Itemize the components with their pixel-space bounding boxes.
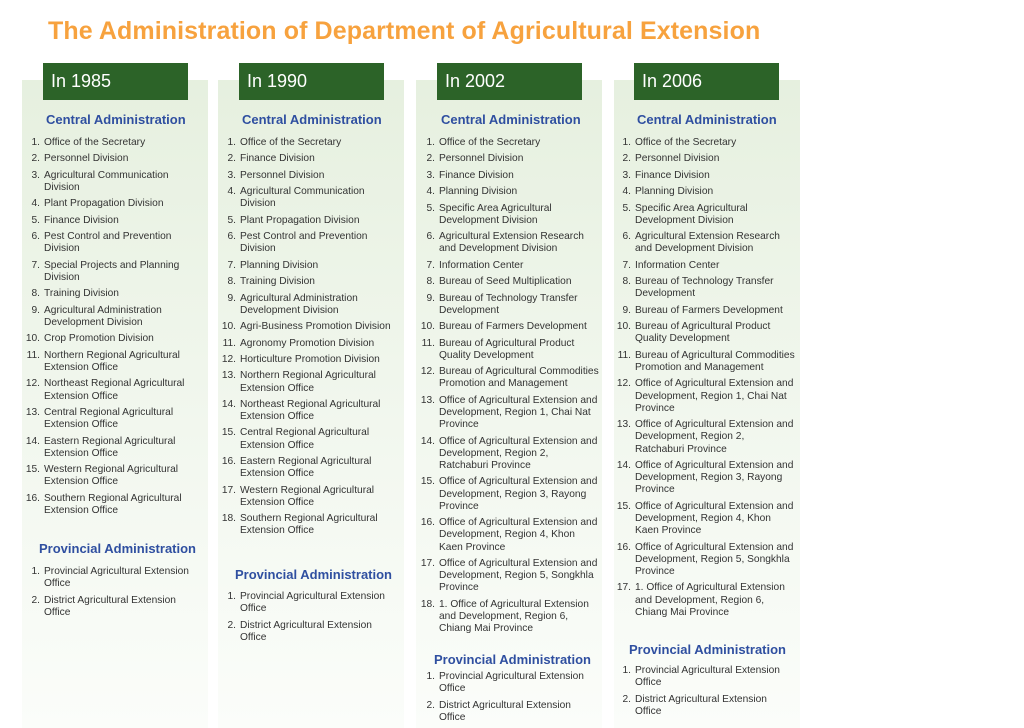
list-item-text: Pest Control and Prevention Division xyxy=(44,231,172,255)
list-item-number: 3. xyxy=(31,169,40,181)
list-item-text: Pest Control and Prevention Division xyxy=(240,231,368,255)
list-item xyxy=(220,485,398,509)
list-item-number: 9. xyxy=(31,304,40,316)
list-item xyxy=(220,354,398,366)
list-item xyxy=(615,460,795,497)
list-item-text: Bureau of Farmers Development xyxy=(439,321,587,333)
list-item-number: 14. xyxy=(616,459,631,471)
year-header-2002: In 2002 xyxy=(437,63,582,100)
list-item-number: 6. xyxy=(622,231,631,243)
list-item-text: Office of Agricultural Extension and Development, Region 1, Chai Nat Province xyxy=(635,378,794,414)
list-item xyxy=(220,513,398,537)
list-item-text: Office of Agricultural Extension and Development, Region 5, Songkhla Province xyxy=(439,557,598,594)
list-item-number: 2. xyxy=(622,693,631,705)
provincial-administration-heading-1985: Provincial Administration xyxy=(39,541,196,556)
list-item-text: Southern Regional Agricultural Extension Office xyxy=(240,513,378,537)
list-item-number: 16. xyxy=(25,492,40,504)
list-item xyxy=(419,293,599,317)
list-item-number: 13. xyxy=(25,406,40,418)
list-item-text: Office of the Secretary xyxy=(439,137,541,148)
list-item xyxy=(24,350,202,374)
list-item-number: 1. xyxy=(227,137,236,148)
list-item xyxy=(24,231,202,255)
list-item-number: 15. xyxy=(616,500,631,512)
list-item-text: Agricultural Administration Development Division xyxy=(44,304,162,328)
list-item-number: 5. xyxy=(622,202,631,214)
list-item-number: 12. xyxy=(221,353,236,365)
list-item xyxy=(220,321,398,333)
list-item-text: Southern Regional Agricultural Extension Office xyxy=(44,492,182,516)
list-item-text: Personnel Division xyxy=(44,153,129,165)
list-item-number: 4. xyxy=(426,186,435,198)
list-item-text: Agricultural Communication Division xyxy=(44,169,169,193)
list-item-number: 6. xyxy=(227,231,236,243)
list-item-text: Agri-Business Promotion Division xyxy=(240,321,391,333)
list-item-number: 2. xyxy=(426,153,435,165)
list-item-text: Northeast Regional Agricultural Extension Office xyxy=(240,398,381,423)
list-item xyxy=(220,591,398,615)
list-item-text: 1. Office of Agricultural Extension and Development, Region 6, Chiang Mai Province xyxy=(635,582,785,618)
list-item-text: Office of Agricultural Extension and Development, Region 2, Ratchaburi Province xyxy=(439,435,598,471)
list-item-text: Office of Agricultural Extension and Development, Region 4, Khon Kaen Province xyxy=(635,500,794,537)
list-item-number: 1. xyxy=(426,137,435,148)
list-item-number: 11. xyxy=(617,349,631,361)
list-item-number: 16. xyxy=(616,541,631,553)
year-header-2006: In 2006 xyxy=(634,63,779,100)
provincial-list-1985 xyxy=(24,566,202,623)
list-item-text: Bureau of Agricultural Commodities Promotion and Management xyxy=(635,349,795,373)
list-item-number: 15. xyxy=(25,464,40,476)
list-item xyxy=(419,436,599,473)
list-item xyxy=(24,137,202,149)
list-item xyxy=(24,333,202,345)
list-item-text: Bureau of Technology Transfer Development xyxy=(635,276,774,300)
list-item xyxy=(24,260,202,284)
list-item xyxy=(24,464,202,488)
list-item-text: Planning Division xyxy=(635,186,714,198)
central-administration-heading-1985: Central Administration xyxy=(46,112,186,127)
list-item-text: Personnel Division xyxy=(240,169,325,181)
list-item-text: Provincial Agricultural Extension Office xyxy=(439,671,584,695)
list-item-number: 4. xyxy=(622,186,631,198)
list-item-text: Special Projects and Planning Division xyxy=(44,259,180,283)
list-item xyxy=(615,419,795,456)
list-item xyxy=(220,153,398,165)
list-item-number: 7. xyxy=(622,259,631,271)
central-administration-heading-2002: Central Administration xyxy=(441,112,581,127)
list-item xyxy=(419,366,599,390)
list-item xyxy=(419,231,599,255)
list-item xyxy=(615,153,795,165)
central-list-2002 xyxy=(419,137,599,639)
list-item-number: 10. xyxy=(221,321,236,333)
list-item xyxy=(419,671,599,695)
list-item-text: Bureau of Seed Multiplication xyxy=(439,276,572,288)
list-item-text: Bureau of Agricultural Product Quality Development xyxy=(439,337,575,361)
list-item-number: 13. xyxy=(420,394,435,406)
list-item-text: Agricultural Communication Division xyxy=(240,186,365,210)
list-item-number: 4. xyxy=(227,186,236,198)
list-item-text: Northeast Regional Agricultural Extension Office xyxy=(44,378,185,402)
list-item xyxy=(419,137,599,149)
list-item-text: Office of the Secretary xyxy=(44,137,146,148)
list-item xyxy=(24,153,202,165)
list-item xyxy=(615,694,795,718)
provincial-list-2002 xyxy=(419,671,599,728)
list-item-text: Horticulture Promotion Division xyxy=(240,353,380,365)
list-item xyxy=(24,436,202,460)
list-item xyxy=(615,203,795,227)
list-item-number: 9. xyxy=(426,292,435,304)
list-item xyxy=(24,493,202,517)
list-item xyxy=(419,476,599,513)
list-item xyxy=(24,288,202,300)
list-item-number: 18. xyxy=(420,598,435,610)
list-item-text: Central Regional Agricultural Extension Office xyxy=(44,406,174,431)
list-item-number: 10. xyxy=(25,333,40,345)
list-item-text: District Agricultural Extension Office xyxy=(44,594,176,618)
provincial-administration-heading-2006: Provincial Administration xyxy=(629,642,786,657)
list-item-number: 2. xyxy=(31,153,40,165)
list-item-text: Office of Agricultural Extension and Development, Region 4, Khon Kaen Province xyxy=(439,517,598,553)
list-item-text: Office of the Secretary xyxy=(635,137,737,148)
list-item xyxy=(419,599,599,636)
list-item xyxy=(220,338,398,350)
list-item-text: Office of Agricultural Extension and Development, Region 3, Rayong Province xyxy=(439,476,598,512)
list-item-number: 11. xyxy=(26,349,40,361)
list-item-number: 14. xyxy=(221,398,236,410)
year-header-1990: In 1990 xyxy=(239,63,384,100)
list-item-text: Specific Area Agricultural Development Division xyxy=(635,202,748,226)
list-item xyxy=(220,186,398,210)
list-item-number: 5. xyxy=(426,202,435,214)
list-item-number: 17. xyxy=(420,557,435,569)
list-item-number: 1. xyxy=(622,665,631,676)
list-item-text: Specific Area Agricultural Development Division xyxy=(439,202,552,226)
list-item-number: 7. xyxy=(227,259,236,271)
list-item-text: Finance Division xyxy=(240,153,315,165)
list-item-text: Bureau of Agricultural Product Quality Development xyxy=(635,321,771,345)
list-item-number: 8. xyxy=(622,276,631,288)
list-item-text: Bureau of Technology Transfer Development xyxy=(439,292,578,316)
list-item-number: 1. xyxy=(31,566,40,577)
list-item xyxy=(419,517,599,554)
list-item-number: 13. xyxy=(616,419,631,431)
list-item xyxy=(419,260,599,272)
list-item xyxy=(220,170,398,182)
list-item-number: 2. xyxy=(227,619,236,631)
list-item-text: Agricultural Administration Development Division xyxy=(240,292,358,316)
list-item xyxy=(220,293,398,317)
list-item xyxy=(615,260,795,272)
provincial-list-2006 xyxy=(615,665,795,722)
list-item-number: 7. xyxy=(426,259,435,271)
provincial-administration-heading-1990: Provincial Administration xyxy=(235,567,392,582)
list-item xyxy=(615,378,795,415)
list-item-text: Provincial Agricultural Extension Office xyxy=(240,591,385,615)
list-item xyxy=(615,350,795,374)
list-item xyxy=(220,427,398,451)
list-item xyxy=(419,395,599,432)
list-item-number: 3. xyxy=(227,169,236,181)
list-item-text: Crop Promotion Division xyxy=(44,333,154,345)
list-item-number: 8. xyxy=(426,276,435,288)
list-item-number: 17. xyxy=(616,582,631,594)
list-item xyxy=(419,186,599,198)
central-administration-heading-2006: Central Administration xyxy=(637,112,777,127)
list-item-number: 1. xyxy=(622,137,631,148)
list-item-text: Northern Regional Agricultural Extension Office xyxy=(44,349,180,373)
list-item xyxy=(615,170,795,182)
list-item xyxy=(419,558,599,595)
list-item-number: 17. xyxy=(221,484,236,496)
list-item-number: 1. xyxy=(426,671,435,682)
list-item-number: 5. xyxy=(31,214,40,226)
list-item xyxy=(615,321,795,345)
year-header-1985: In 1985 xyxy=(43,63,188,100)
list-item-number: 18. xyxy=(221,513,236,525)
list-item-number: 2. xyxy=(31,594,40,606)
list-item-number: 3. xyxy=(426,169,435,181)
list-item-number: 8. xyxy=(31,288,40,300)
central-list-2006 xyxy=(615,137,795,623)
list-item-number: 5. xyxy=(227,214,236,226)
list-item xyxy=(615,305,795,317)
list-item-number: 14. xyxy=(25,435,40,447)
list-item-text: Office of Agricultural Extension and Development, Region 5, Songkhla Province xyxy=(635,541,794,577)
list-item xyxy=(419,276,599,288)
list-item-text: Training Division xyxy=(44,288,119,300)
list-item-text: Training Division xyxy=(240,276,315,288)
page-title: The Administration of Department of Agricultural Extension xyxy=(48,17,761,45)
list-item xyxy=(220,215,398,227)
list-item-number: 3. xyxy=(622,169,631,181)
list-item-text: Provincial Agricultural Extension Office xyxy=(635,665,780,689)
list-item-text: Planning Division xyxy=(240,259,319,271)
list-item xyxy=(220,231,398,255)
list-item xyxy=(24,170,202,194)
list-item-text: District Agricultural Extension Office xyxy=(439,699,571,723)
list-item-text: Office of Agricultural Extension and Development, Region 3, Rayong Province xyxy=(635,459,794,496)
list-item xyxy=(615,231,795,255)
list-item-number: 16. xyxy=(420,517,435,529)
list-item xyxy=(419,203,599,227)
list-item xyxy=(24,378,202,402)
list-item-number: 4. xyxy=(31,198,40,210)
list-item-number: 2. xyxy=(426,699,435,711)
list-item-text: Information Center xyxy=(635,259,720,271)
list-item-text: Plant Propagation Division xyxy=(240,214,360,226)
list-item xyxy=(419,700,599,724)
list-item xyxy=(220,260,398,272)
list-item xyxy=(615,276,795,300)
central-administration-heading-1990: Central Administration xyxy=(242,112,382,127)
list-item-text: Finance Division xyxy=(635,169,710,181)
list-item xyxy=(419,170,599,182)
list-item xyxy=(419,338,599,362)
list-item-text: Office of the Secretary xyxy=(240,137,342,148)
list-item-number: 12. xyxy=(616,378,631,390)
list-item-number: 15. xyxy=(420,476,435,488)
list-item xyxy=(615,665,795,689)
list-item-number: 9. xyxy=(227,292,236,304)
list-item-number: 14. xyxy=(420,435,435,447)
list-item xyxy=(220,137,398,149)
list-item-text: Agricultural Extension Research and Development Division xyxy=(439,231,584,255)
list-item-text: Central Regional Agricultural Extension Office xyxy=(240,427,370,451)
central-list-1990 xyxy=(220,137,398,542)
list-item-text: Personnel Division xyxy=(635,153,720,165)
list-item-number: 11. xyxy=(222,337,236,349)
list-item xyxy=(615,542,795,579)
list-item-text: Bureau of Agricultural Commodities Promotion and Management xyxy=(439,366,599,390)
list-item xyxy=(24,198,202,210)
list-item-text: Agricultural Extension Research and Development Division xyxy=(635,231,780,255)
list-item-text: District Agricultural Extension Office xyxy=(240,619,372,643)
list-item xyxy=(220,276,398,288)
list-item-text: Western Regional Agricultural Extension Office xyxy=(240,484,375,508)
list-item-number: 9. xyxy=(622,304,631,316)
list-item-number: 16. xyxy=(221,456,236,468)
list-item xyxy=(24,595,202,619)
list-item xyxy=(615,582,795,619)
provincial-administration-heading-2002: Provincial Administration xyxy=(434,652,591,667)
list-item xyxy=(24,215,202,227)
list-item-text: Office of Agricultural Extension and Development, Region 1, Chai Nat Province xyxy=(439,394,598,431)
list-item xyxy=(220,620,398,644)
list-item xyxy=(24,566,202,590)
list-item-text: Finance Division xyxy=(439,169,514,181)
list-item-number: 1. xyxy=(227,591,236,602)
list-item-number: 2. xyxy=(622,153,631,165)
list-item xyxy=(615,186,795,198)
list-item-number: 7. xyxy=(31,259,40,271)
list-item xyxy=(419,321,599,333)
list-item-number: 2. xyxy=(227,153,236,165)
list-item-text: District Agricultural Extension Office xyxy=(635,693,767,717)
central-list-1985 xyxy=(24,137,202,521)
list-item-text: Eastern Regional Agricultural Extension Office xyxy=(44,435,176,459)
list-item-text: Finance Division xyxy=(44,214,119,226)
list-item-number: 15. xyxy=(221,427,236,439)
list-item-text: Western Regional Agricultural Extension Office xyxy=(44,464,179,488)
list-item-text: 1. Office of Agricultural Extension and Development, Region 6, Chiang Mai Province xyxy=(439,598,589,635)
list-item-number: 12. xyxy=(25,378,40,390)
list-item-number: 6. xyxy=(31,231,40,243)
list-item xyxy=(615,501,795,538)
list-item-number: 13. xyxy=(221,370,236,382)
list-item-text: Provincial Agricultural Extension Office xyxy=(44,566,189,590)
list-item xyxy=(24,407,202,431)
list-item-text: Information Center xyxy=(439,259,524,271)
list-item-number: 12. xyxy=(420,366,435,378)
list-item-text: Office of Agricultural Extension and Development, Region 2, Ratchaburi Province xyxy=(635,419,794,455)
list-item-number: 10. xyxy=(420,321,435,333)
list-item xyxy=(220,370,398,394)
list-item xyxy=(24,305,202,329)
list-item xyxy=(220,456,398,480)
provincial-list-1990 xyxy=(220,591,398,648)
list-item xyxy=(615,137,795,149)
list-item-text: Personnel Division xyxy=(439,153,524,165)
list-item xyxy=(419,153,599,165)
list-item-text: Plant Propagation Division xyxy=(44,198,164,210)
list-item-number: 1. xyxy=(31,137,40,148)
list-item-text: Eastern Regional Agricultural Extension Office xyxy=(240,456,372,480)
list-item-number: 8. xyxy=(227,276,236,288)
list-item-number: 11. xyxy=(421,337,435,349)
list-item-number: 10. xyxy=(616,321,631,333)
list-item xyxy=(220,399,398,423)
list-item-text: Bureau of Farmers Development xyxy=(635,304,783,316)
list-item-text: Planning Division xyxy=(439,186,518,198)
list-item-text: Agronomy Promotion Division xyxy=(240,337,375,349)
list-item-number: 6. xyxy=(426,231,435,243)
list-item-text: Northern Regional Agricultural Extension Office xyxy=(240,370,376,394)
